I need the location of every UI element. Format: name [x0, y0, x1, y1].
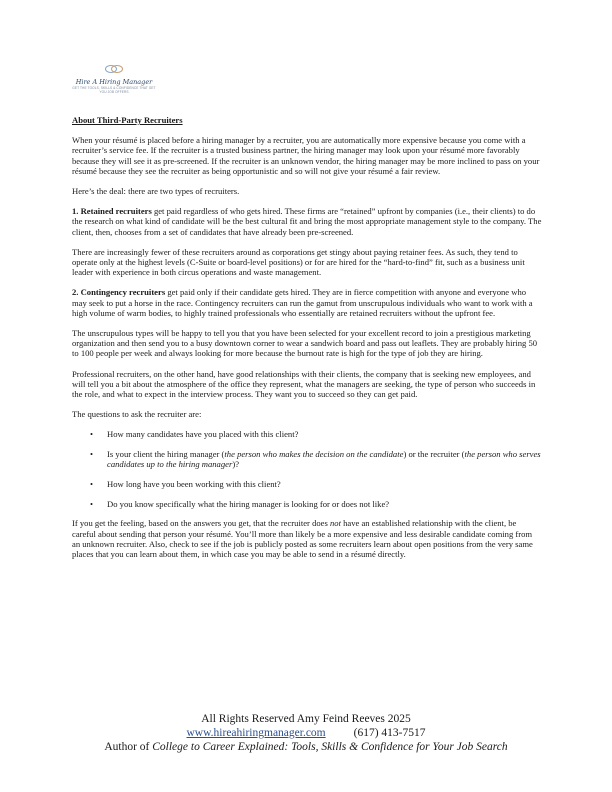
question-text: Is your client the hiring manager (	[107, 449, 225, 460]
bullet-icon: •	[90, 449, 94, 460]
question-text: )?	[232, 459, 240, 470]
closing-text: If you get the feeling, based on the answers you get, that the recruiter does	[72, 518, 330, 529]
questions-intro: The questions to ask the recruiter are:	[72, 409, 202, 420]
retained-label: 1. Retained recruiters	[72, 206, 152, 217]
paragraph-closing	[72, 518, 542, 559]
contact-line	[0, 726, 612, 740]
question-emphasis: the person who makes the decision on the candidate	[224, 449, 404, 460]
question-text: How many candidates have you placed with this client?	[107, 429, 299, 440]
closing-text: have an established relationship with the client, be careful about sending that person your résumé. You’ll more than likely be a more expensive and less desirable candidate coming from an unknown recruiter. Also, check to see if the job is publicly posted as some recruiters learn about open positions from the very same places that you can learn about them, in which case you may be able to send in a résumé directly.	[72, 518, 533, 560]
paragraph-contingency	[72, 287, 542, 318]
paragraph-retained	[72, 206, 542, 237]
list-item	[72, 429, 542, 439]
list-item	[72, 499, 542, 509]
bullet-icon: •	[90, 498, 94, 509]
author-line	[0, 740, 612, 754]
paragraph-deal: Here’s the deal: there are two types of recruiters.	[72, 186, 240, 197]
page-footer	[0, 712, 612, 754]
section-heading: About Third-Party Recruiters	[72, 115, 183, 125]
list-item	[72, 449, 542, 469]
book-title: College to Career Explained: Tools, Skills & Confidence for Your Job Search	[152, 741, 508, 753]
question-text: How long have you been working with this client?	[107, 479, 281, 490]
paragraph-unscrupulous: The unscrupulous types will be happy to tell you that you have been selected for your excellent record to join a prestigious marketing organization and then send you to a busy downtown corner to wear a sandwich board and pass out leaflets. They are probably hiring 50 to 100 people per week and always looking for more because the burnout rate is high for the type of job they are hiring.	[72, 328, 538, 359]
bullet-icon: •	[90, 479, 94, 490]
contingency-label: 2. Contingency recruiters	[72, 287, 166, 298]
list-item	[72, 479, 542, 489]
author-prefix: Author of	[104, 741, 153, 753]
logo-title: Hire A Hiring Manager	[75, 78, 153, 86]
question-emphasis: the person who serves candidates up to the hiring manager	[107, 449, 541, 470]
closing-emphasis: not	[329, 518, 341, 529]
website-link[interactable]: www.hireahiringmanager.com	[186, 727, 326, 739]
rings-icon	[105, 63, 123, 73]
copyright-line: All Rights Reserved Amy Feind Reeves 2025	[201, 713, 411, 725]
company-logo	[72, 60, 156, 94]
contingency-text: get paid only if their candidate gets hired. They are in fierce competition with anyone and everyone who may seek to put a horse in the race. Contingency recruiters can run the gamut from unscrupulous individuals who want to work with a high volume of warm bodies, to highly trained professionals who essentially are retained recruiters without the upfront fee.	[72, 287, 533, 318]
question-text: ) or the recruiter (	[403, 449, 465, 460]
question-text: Do you know specifically what the hiring manager is looking for or does not like?	[107, 498, 390, 509]
logo-tagline: GET THE TOOLS, SKILLS & CONFIDENCE THAT GET YOU JOB OFFERS	[72, 86, 156, 94]
retained-text: get paid regardless of who gets hired. These firms are “retained” upfront by companies (i.e., their clients) to do the research on what kind of candidate will be the best cultural fit and bring the most appropriate management style to the company. The client, then, chooses from a set of candidates that have already been pre-screened.	[72, 206, 542, 237]
paragraph-professional: Professional recruiters, on the other hand, have good relationships with their clients, the company that is seeking new employees, and will tell you a bit about the atmosphere of the office they represent, what the managers are seeking, the type of person who succeeds in the role, and what to expect in the interview process. They want you to succeed so they can get paid.	[72, 368, 536, 400]
phone-number: (617) 413-7517	[353, 727, 426, 739]
bullet-icon: •	[90, 429, 94, 440]
paragraph-retained-fewer: There are increasingly fewer of these recruiters around as corporations get stingy about paying retainer fees. As such, they tend to operate only at the highest levels (C-Suite or board-level positions) or for are hired for the “hard-to-find” fit, such as a business unit leader with experience in both circus operations and waste management.	[72, 246, 525, 278]
document-body	[72, 115, 542, 569]
paragraph-intro: When your résumé is placed before a hiring manager by a recruiter, you are automatically more expensive because you come with a recruiter’s service fee. If the recruiter is a trusted business partner, the hiring manager may look upon your résumé more favorably because they will see it as pre-screened. If the recruiter is an unknown vendor, the hiring manager may be more inclined to pass on your résumé because they see the recruiter as being opportunistic and so will not give your résumé a fair review.	[72, 135, 540, 176]
questions-list	[72, 429, 542, 509]
